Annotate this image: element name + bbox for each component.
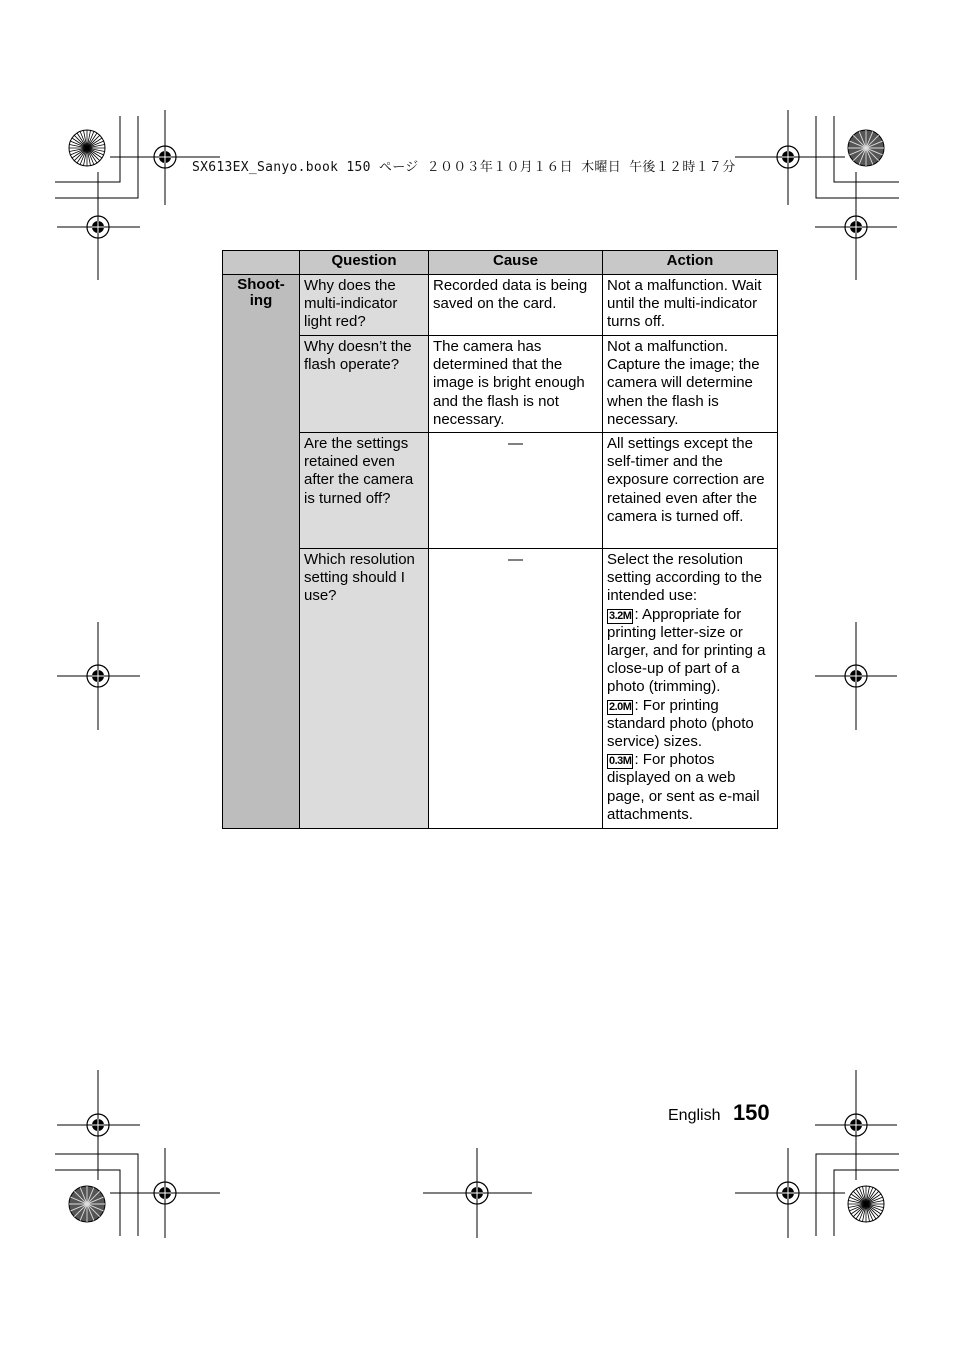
header-cause: Cause (429, 251, 603, 275)
cause-cell-empty (429, 433, 603, 549)
page-number: 150 (732, 1100, 770, 1125)
question-cell: Are the settings retained even after the camera is turned off? (300, 433, 429, 549)
cause-cell: The camera has determined that the image is bright enough and the flash is not necessary. (429, 336, 603, 433)
resolution-0-3m-icon: 0.3M (609, 755, 632, 768)
troubleshooting-table (222, 250, 778, 829)
em-dash: — (508, 435, 523, 453)
table-row (223, 336, 778, 433)
category-label: Shoot- ing (237, 276, 285, 309)
header-category (223, 251, 300, 275)
resolution-2-0m-icon: 2.0M (609, 700, 632, 713)
action-item-text: : For photos displayed on a web page, or sent as e-mail attachments. (607, 751, 760, 823)
action-cell: All settings except the self-timer and the exposure correction are retained even after the camera is turned off. (603, 433, 778, 549)
em-dash: — (508, 551, 523, 569)
action-cell (603, 549, 778, 829)
table-row (223, 275, 778, 336)
print-slug-header: SX613EX_Sanyo.book 150 ページ ２００３年１０月１６日 木曜日 午後１２時１７分 (192, 160, 736, 175)
action-cell: Not a malfunction. Wait until the multi-indicator turns off. (603, 275, 778, 336)
footer-language: English (668, 1107, 721, 1124)
action-item-text: : For printing standard photo (photo service) sizes. (607, 696, 754, 751)
question-cell: Why doesn’t the flash operate? (300, 336, 429, 433)
table-header-row (223, 251, 778, 275)
question-cell: Which resolution setting should I use? (300, 549, 429, 829)
action-item-text: : Appropriate for printing letter-size or larger, and for printing a close-up of part of a photo (trimming). (607, 605, 766, 696)
question-cell: Why does the multi-indicator light red? (300, 275, 429, 336)
page-footer (668, 1100, 770, 1126)
table-row (223, 549, 778, 829)
category-cell (223, 275, 300, 829)
resolution-3-2m-icon: 3.2M (609, 609, 632, 622)
action-cell: Not a malfunction. Capture the image; the camera will determine when the flash is necessary. (603, 336, 778, 433)
cause-cell: Recorded data is being saved on the card. (429, 275, 603, 336)
table-row (223, 433, 778, 549)
cause-cell-empty (429, 549, 603, 829)
header-action: Action (603, 251, 778, 275)
action-intro: Select the resolution setting according to the intended use: (607, 551, 763, 605)
header-question: Question (300, 251, 429, 275)
